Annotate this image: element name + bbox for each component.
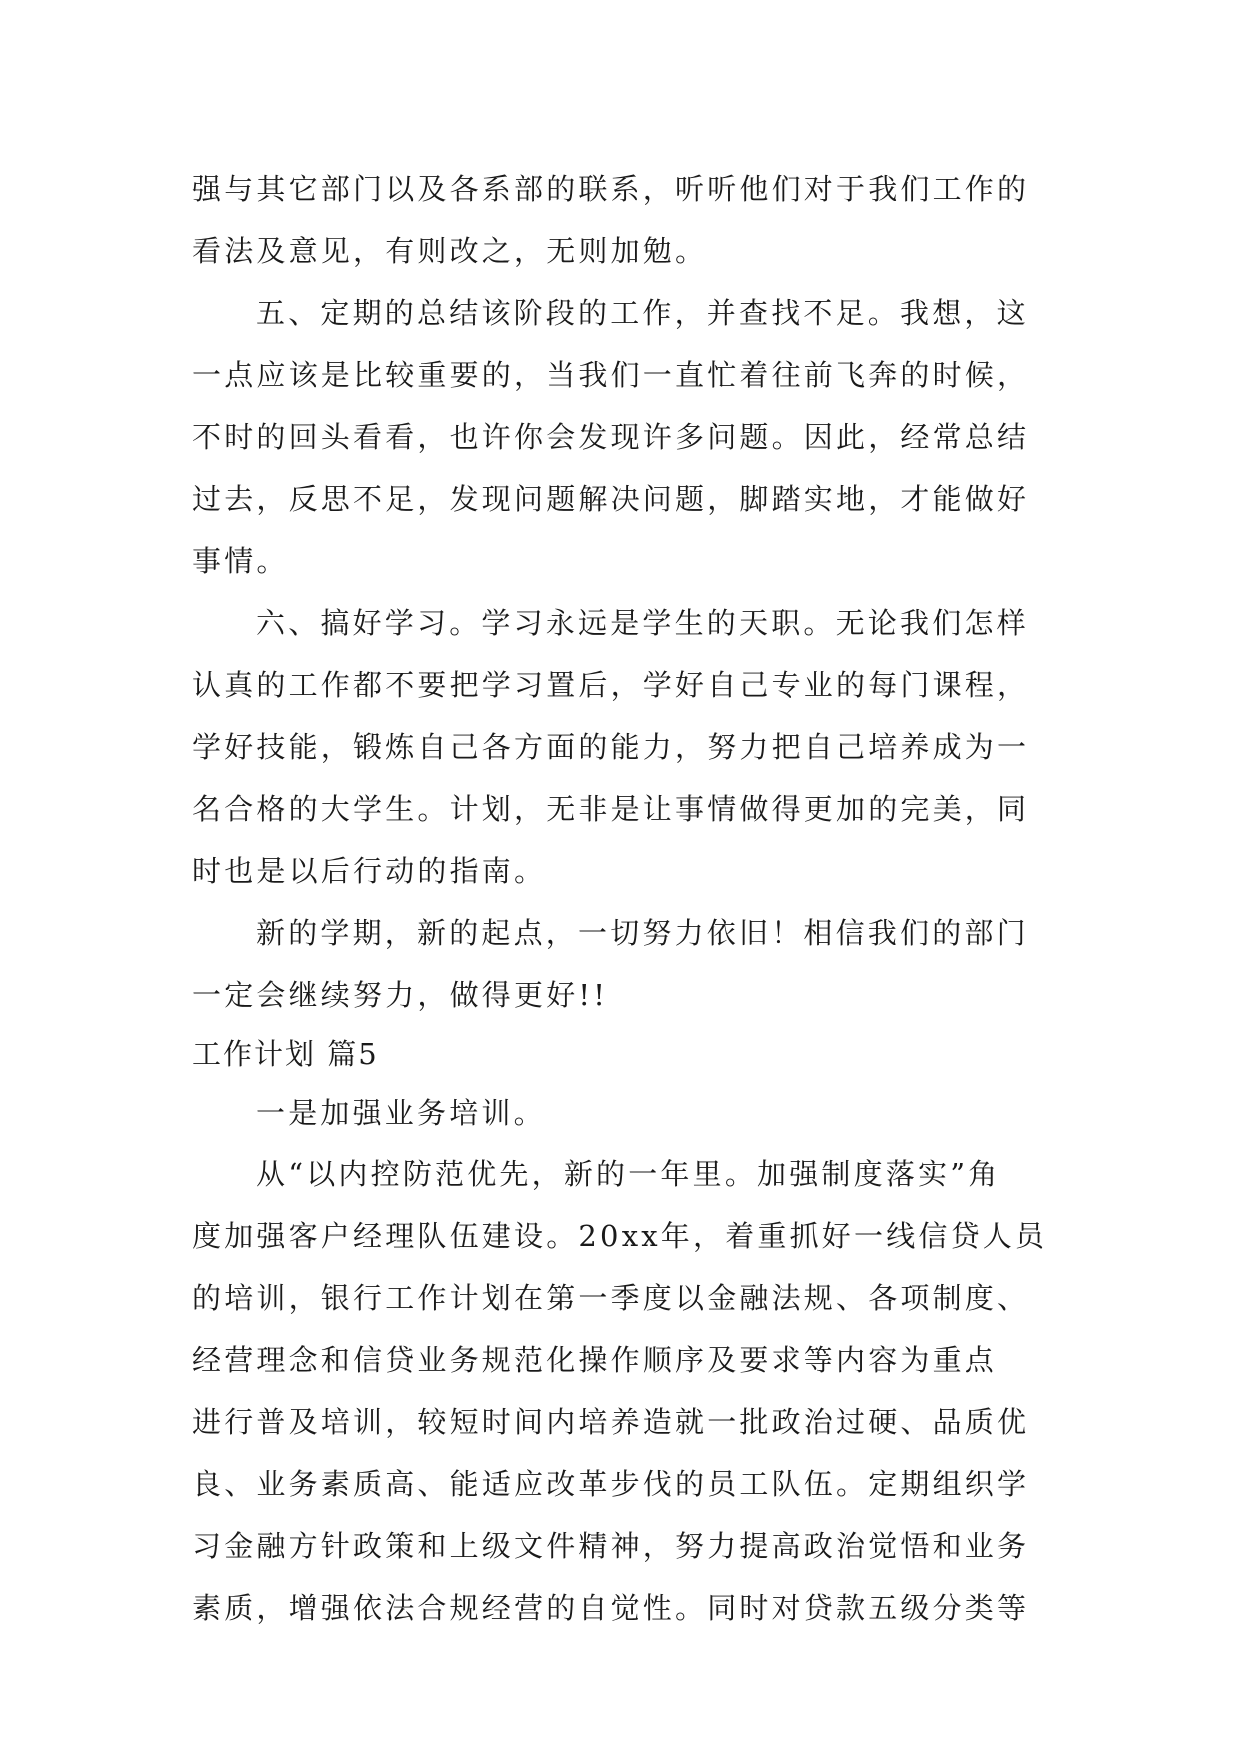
paragraph-line: 看法及意见，有则改之，无则加勉。 <box>192 234 708 268</box>
paragraph-line: 认真的工作都不要把学习置后，学好自己专业的每门课程， <box>192 668 1030 702</box>
paragraph-line: 五、定期的总结该阶段的工作，并查找不足。我想，这 <box>256 296 1029 330</box>
paragraph-line: 的培训，银行工作计划在第一季度以金融法规、各项制度、 <box>192 1281 1030 1315</box>
paragraph-line: 良、业务素质高、能适应改革步伐的员工队伍。定期组织学 <box>192 1467 1030 1501</box>
paragraph-line: 学好技能，锻炼自己各方面的能力，努力把自己培养成为一 <box>192 730 1030 764</box>
paragraph-line: 素质，增强依法合规经营的自觉性。同时对贷款五级分类等 <box>192 1591 1030 1625</box>
section-heading: 工作计划 篇5 <box>192 1037 379 1071</box>
paragraph-line: 进行普及培训，较短时间内培养造就一批政治过硬、品质优 <box>192 1405 1030 1439</box>
paragraph-line: 时也是以后行动的指南。 <box>192 854 547 888</box>
paragraph-line: 新的学期，新的起点，一切努力依旧！相信我们的部门 <box>256 916 1029 950</box>
document-body <box>192 158 1062 1639</box>
paragraph-line: 经营理念和信贷业务规范化操作顺序及要求等内容为重点 <box>192 1343 998 1377</box>
paragraph-line: 一点应该是比较重要的，当我们一直忙着往前飞奔的时候， <box>192 358 1030 392</box>
paragraph-line: 度加强客户经理队伍建设。20xx年，着重抓好一线信贷人员 <box>192 1219 1048 1253</box>
paragraph-line: 一定会继续努力，做得更好!! <box>192 978 609 1012</box>
paragraph-line: 从“以内控防范优先，新的一年里。加强制度落实”角 <box>256 1157 1001 1191</box>
paragraph-line: 一是加强业务培训。 <box>256 1096 546 1130</box>
paragraph-line: 不时的回头看看，也许你会发现许多问题。因此，经常总结 <box>192 420 1030 454</box>
paragraph-line: 名合格的大学生。计划，无非是让事情做得更加的完美，同 <box>192 792 1030 826</box>
paragraph-line: 习金融方针政策和上级文件精神，努力提高政治觉悟和业务 <box>192 1529 1030 1563</box>
paragraph-line: 过去，反思不足，发现问题解决问题，脚踏实地，才能做好 <box>192 482 1030 516</box>
paragraph-line: 强与其它部门以及各系部的联系，听听他们对于我们工作的 <box>192 172 1030 206</box>
paragraph-line: 事情。 <box>192 544 289 578</box>
paragraph-line: 六、搞好学习。学习永远是学生的天职。无论我们怎样 <box>256 606 1029 640</box>
